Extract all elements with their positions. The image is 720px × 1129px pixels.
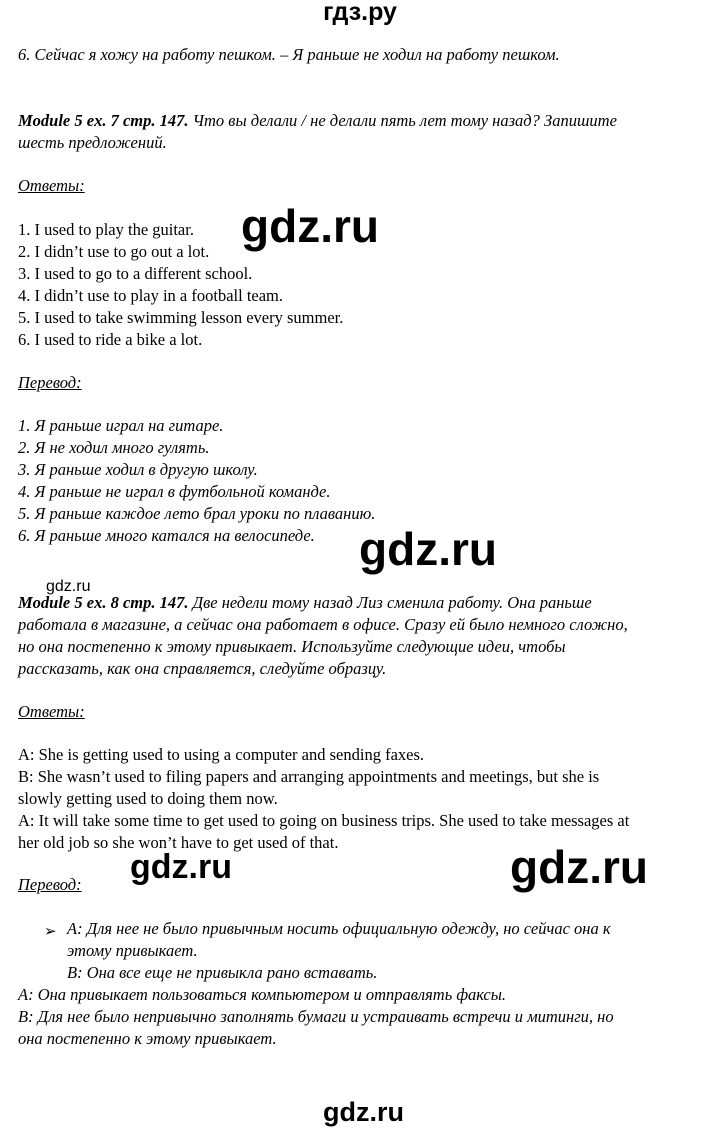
site-header: гдз.ру — [323, 0, 397, 26]
ex7-task-text-1: Что вы делали / не делали пять лет тому назад? Запишите — [188, 111, 617, 130]
translation-line: она постепенно к этому привыкает. — [18, 1029, 277, 1048]
ex7-ref: Module 5 ex. 7 стр. 147. — [18, 111, 189, 130]
ex8-task-text-3: но она постепенно к этому привыкает. Используйте следующие идеи, чтобы — [18, 637, 566, 656]
ex7-translation-list — [18, 415, 375, 547]
answer-item: 6. I used to ride a bike a lot. — [18, 330, 203, 349]
watermark: gdz.ru — [46, 578, 91, 595]
ex8-task-text-1: Две недели тому назад Лиз сменила работу. Она раньше — [188, 593, 592, 612]
translation-item: 1. Я раньше играл на гитаре. — [18, 416, 224, 435]
ex8-task-text-2: работала в магазине, а сейчас она работает в офисе. Сразу ей было немного сложно, — [18, 615, 628, 634]
ex8-task — [18, 592, 592, 614]
ex8-answers-label: Ответы: — [18, 702, 85, 721]
watermark: gdz.ru — [323, 1097, 404, 1127]
answer-line: A: She is getting used to using a computer and sending faxes. — [18, 745, 425, 764]
translation-item: 2. Я не ходил много гулять. — [18, 438, 210, 457]
ex7-translation-label: Перевод: — [18, 373, 82, 392]
watermark: gdz.ru — [241, 200, 379, 252]
watermark: gdz.ru — [510, 841, 648, 893]
translation-line: A: Она привыкает пользоваться компьютером и отправлять факсы. — [18, 985, 507, 1004]
previous-item-6: 6. Сейчас я хожу на работу пешком. – Я раньше не ходил на работу пешком. — [18, 45, 560, 64]
answer-item: 2. I didn’t use to go out a lot. — [18, 242, 210, 261]
ex8-answer-list — [18, 744, 629, 854]
watermark: gdz.ru — [359, 523, 497, 575]
ex8-translation-list — [18, 984, 614, 1050]
answer-item: 4. I didn’t use to play in a football team. — [18, 286, 284, 305]
translation-item: 3. Я раньше ходил в другую школу. — [18, 460, 258, 479]
answer-line: slowly getting used to doing them now. — [18, 789, 278, 808]
ex7-answers-label: Ответы: — [18, 176, 85, 195]
answer-item: 1. I used to play the guitar. — [18, 220, 194, 239]
translation-item: 4. Я раньше не играл в футбольной команде. — [18, 482, 331, 501]
translation-item: 5. Я раньше каждое лето брал уроки по плаванию. — [18, 504, 376, 523]
ex8-ref: Module 5 ex. 8 стр. 147. — [18, 593, 189, 612]
watermark: gdz.ru — [130, 848, 232, 886]
bullet-line: B: Она все еще не привыкла рано вставать. — [67, 963, 378, 982]
translation-item: 6. Я раньше много катался на велосипеде. — [18, 526, 315, 545]
translation-line: B: Для нее было непривычно заполнять бумаги и устраивать встречи и митинги, но — [18, 1007, 614, 1026]
answer-line: B: She wasn’t used to filing papers and arranging appointments and meetings, but she is — [18, 767, 600, 786]
ex8-task-text-4: рассказать, как она справляется, следуйте образцу. — [18, 659, 387, 678]
bullet-line: A: Для нее не было привычным носить официальную одежду, но сейчас она к — [67, 919, 611, 938]
bullet-line: этому привыкает. — [67, 941, 198, 960]
arrow-bullet-icon: ➢ — [44, 922, 57, 940]
ex7-task — [18, 110, 617, 132]
ex8-translation-label: Перевод: — [18, 875, 82, 894]
answer-line: A: It will take some time to get used to going on business trips. She used to take messages at — [18, 811, 630, 830]
answer-item: 5. I used to take swimming lesson every summer. — [18, 308, 344, 327]
answer-line: her old job so she won’t have to get used of that. — [18, 833, 339, 852]
ex8-bullet-block — [67, 918, 611, 984]
answer-item: 3. I used to go to a different school. — [18, 264, 253, 283]
ex7-task-text-2: шесть предложений. — [18, 133, 167, 152]
